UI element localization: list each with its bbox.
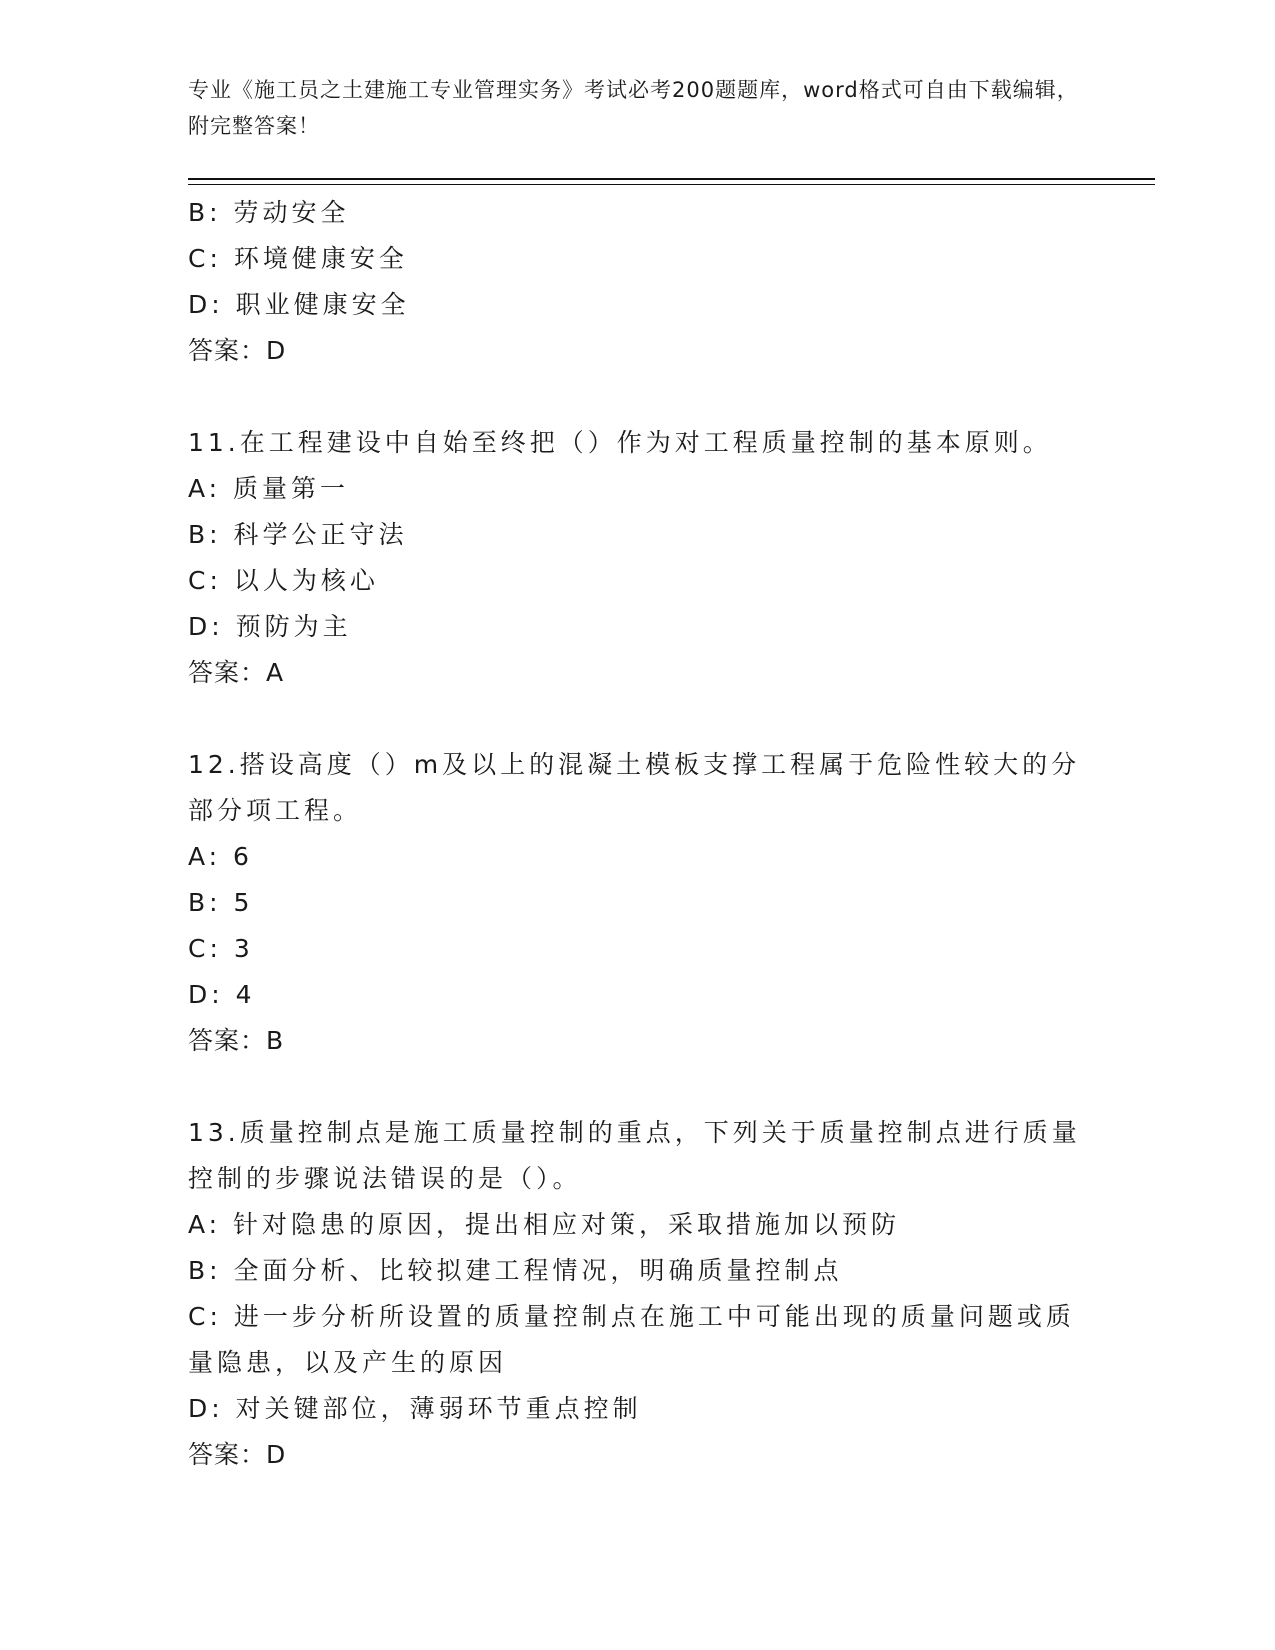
answer-line: 答案：D <box>188 1440 287 1469</box>
document-header: 专业《施工员之土建施工专业管理实务》考试必考200题题库，word格式可自由下载编辑，附完整答案！ <box>188 78 1079 138</box>
question-block-previous <box>188 190 1088 374</box>
spacer <box>188 1064 1088 1110</box>
question-stem: 13.质量控制点是施工质量控制的重点，下列关于质量控制点进行质量控制的步骤说法错误的是（）。 <box>188 1118 1081 1193</box>
option-c: C: 以人为核心 <box>188 566 379 595</box>
question-list <box>188 190 1088 1478</box>
header-divider-thin <box>188 184 1155 185</box>
option-d: D: 4 <box>188 980 256 1009</box>
question-stem: 12.搭设高度（）m及以上的混凝土模板支撑工程属于危险性较大的分部分项工程。 <box>188 750 1081 825</box>
option-a: A: 6 <box>188 842 253 871</box>
spacer <box>188 374 1088 420</box>
option-d: D: 预防为主 <box>188 612 352 641</box>
spacer <box>188 696 1088 742</box>
question-block-12 <box>188 742 1088 1064</box>
option-b: B: 劳动安全 <box>188 198 350 227</box>
option-c: C: 环境健康安全 <box>188 244 408 273</box>
question-block-11 <box>188 420 1088 696</box>
option-b: B: 全面分析、比较拟建工程情况，明确质量控制点 <box>188 1256 843 1285</box>
answer-line: 答案：D <box>188 336 287 365</box>
option-a: A: 质量第一 <box>188 474 350 503</box>
option-c: C: 3 <box>188 934 254 963</box>
option-b: B: 科学公正守法 <box>188 520 408 549</box>
option-a: A: 针对隐患的原因，提出相应对策，采取措施加以预防 <box>188 1210 901 1239</box>
question-block-13 <box>188 1110 1088 1478</box>
answer-line: 答案：A <box>188 658 285 687</box>
option-b: B: 5 <box>188 888 254 917</box>
option-c: C: 进一步分析所设置的质量控制点在施工中可能出现的质量问题或质量隐患，以及产生的原因 <box>188 1302 1075 1377</box>
header-divider-thick <box>188 178 1155 180</box>
option-d: D: 职业健康安全 <box>188 290 410 319</box>
option-d: D: 对关键部位，薄弱环节重点控制 <box>188 1394 642 1423</box>
answer-line: 答案：B <box>188 1026 285 1055</box>
question-stem: 11.在工程建设中自始至终把（）作为对工程质量控制的基本原则。 <box>188 428 1052 457</box>
